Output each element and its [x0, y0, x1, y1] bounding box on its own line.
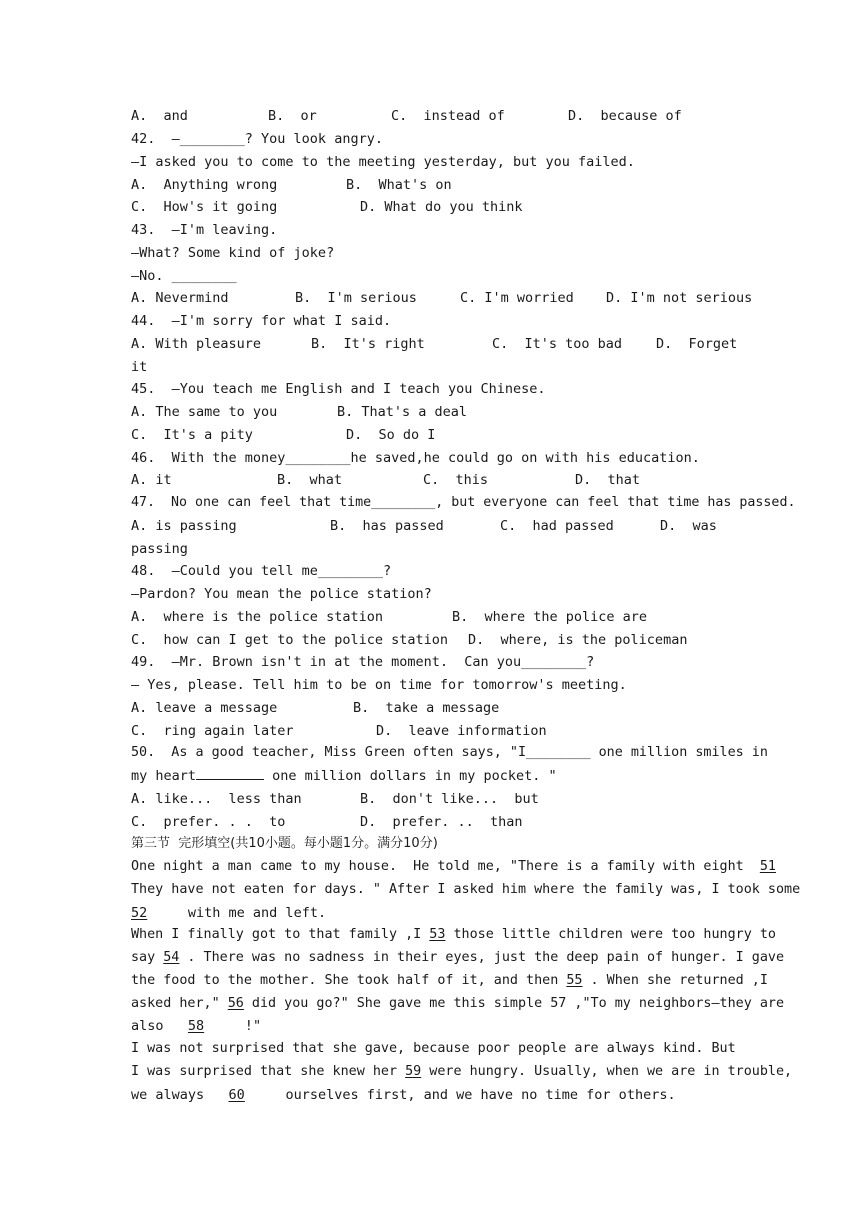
q48-reply: —Pardon? You mean the police station? [131, 586, 432, 602]
q49-option-c: C. ring again later [131, 723, 294, 739]
q47-wrap: passing [131, 541, 188, 557]
passage-text: . When she returned ,I [582, 973, 768, 988]
section-heading: 第三节 完形填空(共10小题。每小题1分。满分10分) [131, 836, 438, 851]
q50-blank [196, 767, 264, 780]
q43-line3: —No. ________ [131, 268, 237, 284]
passage-line: I was not surprised that she gave, because poor people are always kind. But [131, 1041, 736, 1056]
q47-option-c: C. had passed [500, 518, 614, 534]
q46-option-c: C. this [423, 472, 489, 488]
q44-option-c: C. It's too bad [492, 336, 623, 352]
passage-text: I was surprised that she knew her [131, 1064, 406, 1079]
q44-option-a: A. With pleasure [131, 336, 262, 352]
blank-60: 60 [228, 1087, 245, 1103]
q48-option-b: B. where the police are [452, 609, 648, 625]
blank-55: 55 [566, 973, 583, 988]
q50-stem: 50. As a good teacher, Miss Green often says, "I________ one million smiles in [131, 745, 768, 760]
passage-line: They have not eaten for days. " After I asked him where the family was, I took some [131, 882, 801, 897]
q48-option-c: C. how can I get to the police station [131, 632, 448, 648]
q41-option-d: D. because of [568, 108, 682, 124]
q46-stem: 46. With the money________he saved,he could go on with his education. [131, 450, 700, 466]
q46-option-d: D. that [575, 472, 641, 488]
q49-stem: 49. —Mr. Brown isn't in at the moment. Can you________? [131, 654, 595, 670]
q48-option-a: A. where is the police station [131, 609, 383, 625]
blank-59: 59 [405, 1064, 422, 1079]
blank-54: 54 [163, 950, 180, 965]
q49-option-b: B. take a message [353, 700, 500, 716]
passage-text: . There was no sadness in their eyes, just the deep pain of hunger. I gave [179, 950, 785, 965]
blank-56: 56 [227, 996, 244, 1011]
q50-line2-pre: my heart [131, 768, 197, 784]
passage-line [131, 858, 776, 876]
q44-option-b: B. It's right [311, 336, 425, 352]
q50-option-c: C. prefer. . . to [131, 814, 286, 830]
passage-line [131, 1086, 676, 1104]
q49-option-a: A. leave a message [131, 700, 278, 716]
passage-text: the food to the mother. She took half of it, and then [131, 973, 567, 988]
q42-option-a: A. Anything wrong [131, 177, 278, 193]
q42-option-d: D. What do you think [360, 199, 523, 215]
passage-text: When I finally got to that family ,I [131, 927, 430, 942]
q46-option-b: B. what [277, 472, 343, 488]
q44-option-d: D. Forget [656, 336, 738, 352]
q45-option-a: A. The same to you [131, 404, 278, 420]
passage-text: we always [131, 1087, 229, 1103]
passage-line [131, 1063, 792, 1081]
passage-text: asked her," [131, 996, 228, 1011]
q50-option-a: A. like... less than [131, 791, 302, 807]
passage-text: One night a man came to my house. He told me, "There is a family with eight [131, 859, 760, 874]
q42-stem: 42. —________? You look angry. [131, 131, 383, 147]
q43-option-c: C. I'm worried [460, 290, 574, 306]
passage-text: those little children were too hungry to [445, 927, 776, 942]
q45-option-b: B. That's a deal [337, 404, 468, 420]
q50-line2 [131, 767, 557, 785]
passage-text: ourselves first, and we have no time for others. [244, 1087, 676, 1103]
q42-reply: —I asked you to come to the meeting yesterday, but you failed. [131, 154, 635, 170]
q47-option-a: A. is passing [131, 518, 237, 534]
passage-text: also [131, 1018, 188, 1034]
q45-stem: 45. —You teach me English and I teach you Chinese. [131, 381, 546, 397]
q47-option-d: D. was [660, 518, 717, 534]
passage-text: !" [204, 1018, 262, 1034]
q41-option-b: B. or [268, 108, 317, 124]
q48-stem: 48. —Could you tell me________? [131, 563, 392, 579]
passage-text: did you go?" She gave me this simple 57 ,"To my neighbors—they are [243, 996, 785, 1011]
passage-line [131, 1017, 261, 1035]
q50-option-b: B. don't like... but [360, 791, 539, 807]
q44-wrap: it [131, 359, 148, 375]
passage-line [131, 949, 784, 967]
q49-option-d: D. leave information [376, 723, 547, 739]
q45-option-d: D. So do I [346, 427, 436, 443]
q45-option-c: C. It's a pity [131, 427, 253, 443]
blank-53: 53 [429, 927, 446, 942]
q43-option-a: A. Nevermind [131, 290, 229, 306]
passage-text: say [131, 950, 164, 965]
q47-stem: 47. No one can feel that time________, but everyone can feel that time has passed. [131, 495, 796, 510]
q44-stem: 44. —I'm sorry for what I said. [131, 313, 392, 329]
blank-58: 58 [187, 1018, 205, 1034]
passage-line [131, 904, 326, 922]
passage-text: were hungry. Usually, when we are in trouble, [421, 1064, 793, 1079]
passage-line [131, 972, 768, 990]
q46-option-a: A. it [131, 472, 172, 488]
q43-option-d: D. I'm not serious [606, 290, 753, 306]
q48-option-d: D. where, is the policeman [468, 632, 688, 648]
q49-reply: — Yes, please. Tell him to be on time for tomorrow's meeting. [131, 677, 627, 693]
q43-stem: 43. —I'm leaving. [131, 222, 278, 238]
q47-option-b: B. has passed [330, 518, 444, 534]
q43-option-b: B. I'm serious [295, 290, 417, 306]
blank-51: 51 [759, 859, 776, 874]
q42-option-c: C. How's it going [131, 199, 278, 215]
q41-option-a: A. and [131, 108, 188, 124]
q50-line2-post: one million dollars in my pocket. " [264, 768, 557, 784]
passage-text: with me and left. [147, 905, 327, 921]
q43-line2: —What? Some kind of joke? [131, 245, 335, 261]
q41-option-c: C. instead of [391, 108, 505, 124]
blank-52: 52 [131, 905, 148, 921]
passage-line [131, 995, 784, 1013]
q50-option-d: D. prefer. .. than [360, 814, 523, 830]
q42-option-b: B. What's on [346, 177, 452, 193]
passage-line [131, 926, 776, 944]
